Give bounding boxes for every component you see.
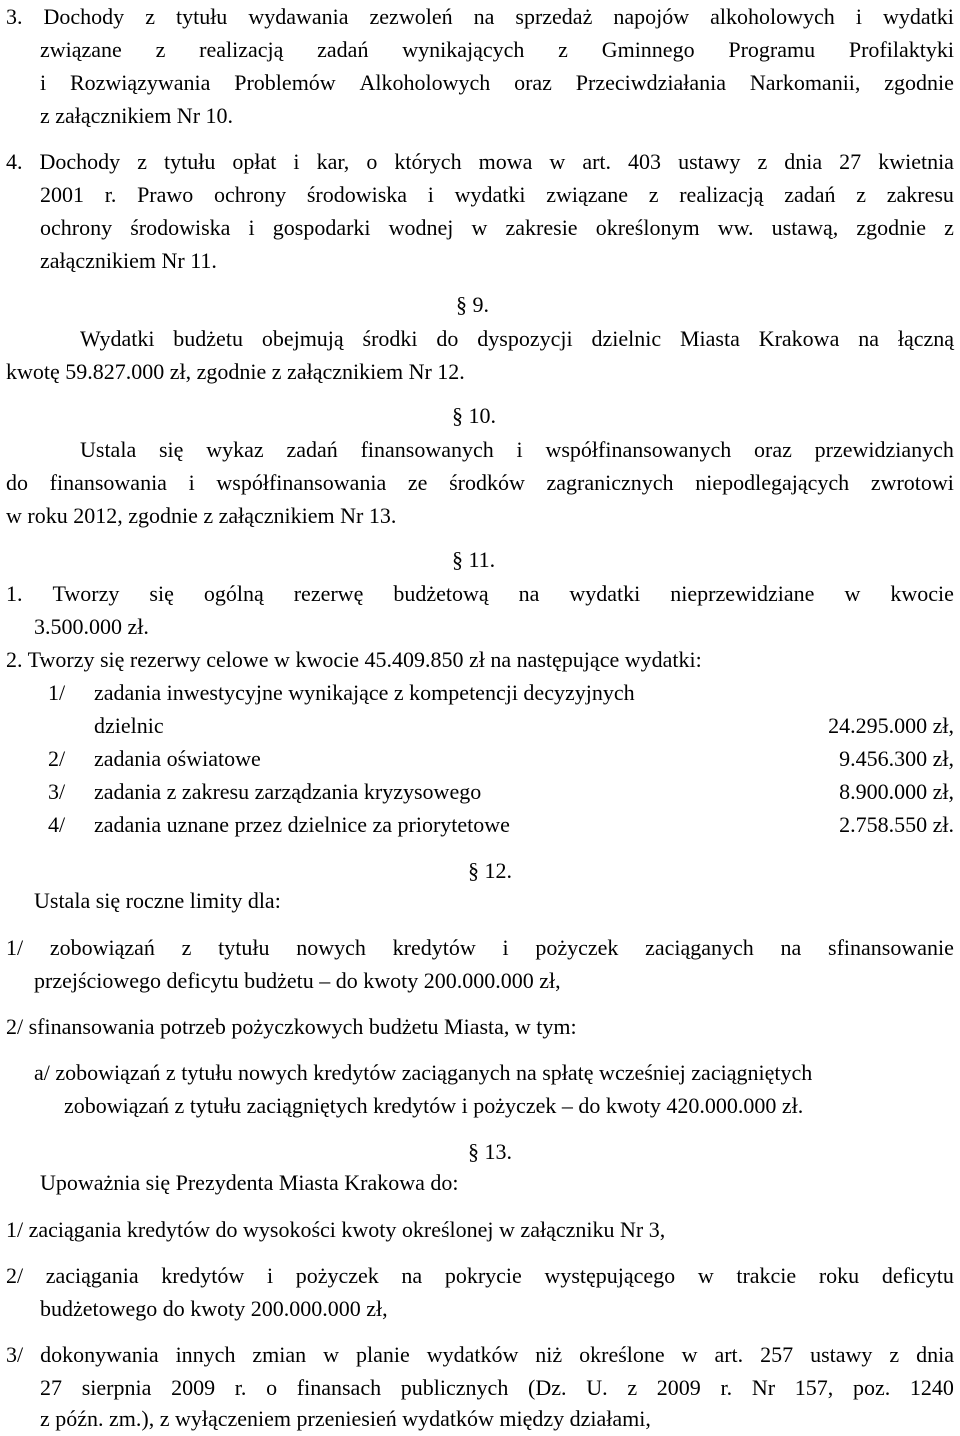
section-12-heading: § 12. — [468, 858, 512, 883]
s12-item-a-line-1: a/ zobowiązań z tytułu nowych kredytów zaciąganych na spłatę wcześniej zaciągniętych — [34, 1060, 813, 1085]
section-13-heading: § 13. — [468, 1139, 512, 1164]
p3-line-4: z załącznikiem Nr 10. — [40, 103, 234, 128]
s13-item-1: 1/ zaciągania kredytów do wysokości kwoty określonej w załączniku Nr 3, — [6, 1217, 666, 1242]
s10-line-1: Ustala się wykaz zadań finansowanych i współfinansowanych oraz przewidzianych — [80, 437, 954, 462]
reserve-item-2-amount: 9.456.300 zł, — [839, 746, 954, 771]
reserve-item-1-text-cont: dzielnic — [94, 713, 164, 738]
p3-line-1: 3. Dochody z tytułu wydawania zezwoleń na sprzedaż napojów alkoholowych i wydatki — [6, 4, 954, 29]
s10-line-2: do finansowania i współfinansowania ze środków zagranicznych niepodlegających zwrotowi — [6, 470, 954, 495]
p3-line-3: i Rozwiązywania Problemów Alkoholowych oraz Przeciwdziałania Narkomanii, zgodnie — [40, 70, 954, 95]
reserve-item-1-text: zadania inwestycyjne wynikające z kompetencji decyzyjnych — [94, 680, 635, 705]
reserve-item-4-amount: 2.758.550 zł. — [839, 812, 954, 837]
section-9-heading: § 9. — [456, 292, 489, 317]
s10-line-3: w roku 2012, zgodnie z załącznikiem Nr 13. — [6, 503, 397, 528]
s12-item-a-line-2: zobowiązań z tytułu zaciągniętych kredytów i pożyczek – do kwoty 420.000.000 zł. — [64, 1093, 804, 1118]
reserve-item-2-text: zadania oświatowe — [94, 746, 261, 771]
reserve-item-2-number: 2/ — [48, 746, 66, 771]
reserve-item-3-amount: 8.900.000 zł, — [839, 779, 954, 804]
s13-item-3-line-1: 3/ dokonywania innych zmian w planie wydatków niż określone w art. 257 ustawy z dnia — [6, 1342, 954, 1367]
s11-p1-line-1: 1. Tworzy się ogólną rezerwę budżetową na wydatki nieprzewidziane w kwocie — [6, 581, 954, 606]
s11-p2: 2. Tworzy się rezerwy celowe w kwocie 45.409.850 zł na następujące wydatki: — [6, 647, 702, 672]
reserve-item-3-text: zadania z zakresu zarządzania kryzysowego — [94, 779, 482, 804]
s9-line-1: Wydatki budżetu obejmują środki do dyspozycji dzielnic Miasta Krakowa na łączną — [80, 326, 954, 351]
section-11-heading: § 11. — [452, 547, 496, 572]
reserve-item-4-number: 4/ — [48, 812, 66, 837]
section-10-heading: § 10. — [452, 403, 496, 428]
reserve-item-1-amount: 24.295.000 zł, — [828, 713, 954, 738]
s12-item-1-line-2: przejściowego deficytu budżetu – do kwoty 200.000.000 zł, — [34, 968, 561, 993]
reserve-item-3-number: 3/ — [48, 779, 66, 804]
reserve-item-1-number: 1/ — [48, 680, 66, 705]
s13-intro: Upoważnia się Prezydenta Miasta Krakowa do: — [40, 1170, 459, 1195]
s13-item-3-line-3: z późn. zm.), z wyłączeniem przeniesień wydatków między działami, — [40, 1406, 651, 1431]
s13-item-3-line-2: 27 sierpnia 2009 r. o finansach publicznych (Dz. U. z 2009 r. Nr 157, poz. 1240 — [40, 1375, 954, 1400]
p4-line-4: załącznikiem Nr 11. — [40, 248, 217, 273]
reserve-item-4-text: zadania uznane przez dzielnice za priorytetowe — [94, 812, 510, 837]
s11-p1-line-2: 3.500.000 zł. — [34, 614, 149, 639]
s12-item-2: 2/ sfinansowania potrzeb pożyczkowych budżetu Miasta, w tym: — [6, 1014, 577, 1039]
s13-item-2-line-2: budżetowego do kwoty 200.000.000 zł, — [40, 1296, 388, 1321]
s12-intro: Ustala się roczne limity dla: — [34, 888, 281, 913]
p4-line-3: ochrony środowiska i gospodarki wodnej w zakresie określonym ww. ustawą, zgodnie z — [40, 215, 954, 240]
p3-line-2: związane z realizacją zadań wynikających z Gminnego Programu Profilaktyki — [40, 37, 954, 62]
p4-line-2: 2001 r. Prawo ochrony środowiska i wydatki związane z realizacją zadań z zakresu — [40, 182, 954, 207]
s12-item-1-line-1: 1/ zobowiązań z tytułu nowych kredytów i pożyczek zaciąganych na sfinansowanie — [6, 935, 954, 960]
s9-line-2: kwotę 59.827.000 zł, zgodnie z załącznikiem Nr 12. — [6, 359, 465, 384]
s13-item-2-line-1: 2/ zaciągania kredytów i pożyczek na pokrycie występującego w trakcie roku deficytu — [6, 1263, 954, 1288]
p4-line-1: 4. Dochody z tytułu opłat i kar, o których mowa w art. 403 ustawy z dnia 27 kwietnia — [6, 149, 954, 174]
